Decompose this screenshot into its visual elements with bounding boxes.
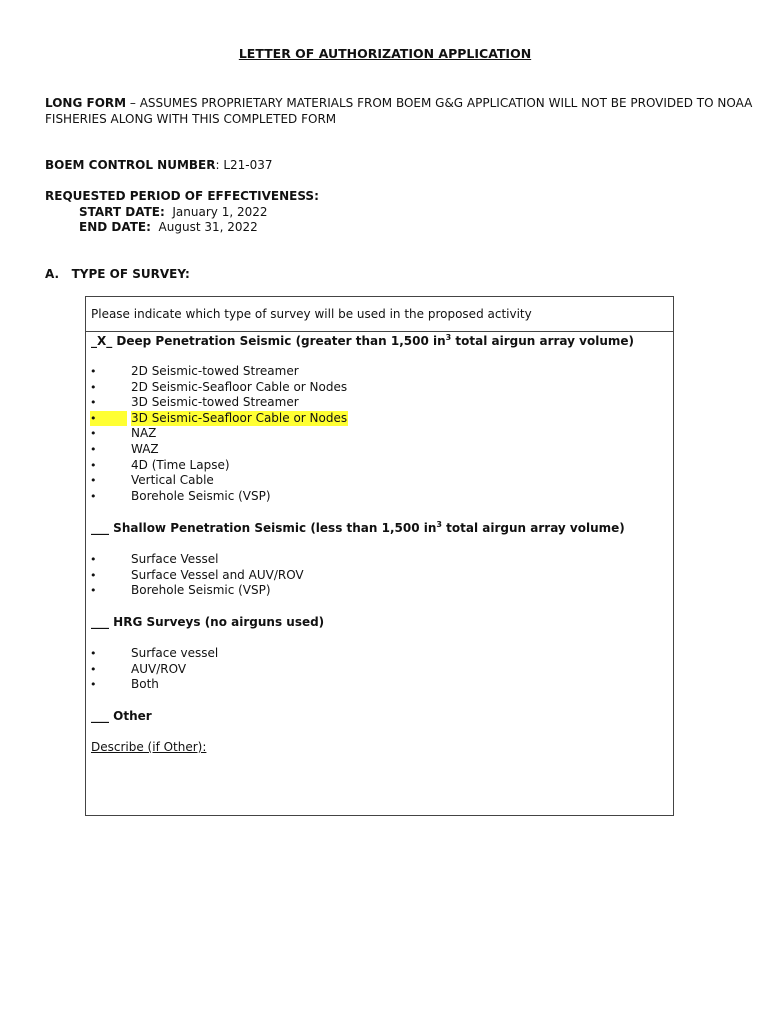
bullet-icon: • bbox=[90, 411, 127, 427]
list-item-label: 3D Seismic-towed Streamer bbox=[131, 395, 299, 410]
control-number-value: : L21-037 bbox=[215, 158, 273, 172]
list-item-label: Surface vessel bbox=[131, 646, 219, 660]
survey-type-box bbox=[85, 296, 674, 816]
shallow-penetration-option[interactable]: ___ Shallow Penetration Seismic (less than 1,500 $in^3$ total airgun array volume) bbox=[91, 520, 625, 535]
bullet-icon: • bbox=[90, 647, 97, 660]
list-item-label: Both bbox=[131, 677, 159, 692]
end-date-value: August 31, 2022 bbox=[158, 220, 258, 234]
describe-other-label: Describe (if Other): bbox=[91, 740, 207, 754]
list-item-label: AUV/ROV bbox=[131, 661, 187, 676]
bullet-icon: • bbox=[90, 553, 97, 566]
bullet-icon: • bbox=[90, 365, 97, 378]
list-item-label: Vertical Cable bbox=[131, 473, 214, 488]
period-heading: REQUESTED PERIOD OF EFFECTIVENESS: bbox=[45, 189, 319, 203]
start-date bbox=[79, 204, 268, 220]
deep-penetration-option[interactable]: _X_ Deep Penetration Seismic (greater than 1,500 $in^3$ total airgun array volume) bbox=[91, 333, 635, 348]
list-item-label: Surface Vessel bbox=[131, 552, 219, 566]
list-item-label: 2D Seismic-Seafloor Cable or Nodes bbox=[131, 379, 348, 394]
long-form-note bbox=[45, 95, 752, 111]
list-item-label: WAZ bbox=[131, 441, 159, 456]
bullet-icon: • bbox=[90, 662, 97, 676]
end-date bbox=[79, 219, 258, 235]
bullet-icon: • bbox=[90, 678, 97, 692]
bullet-icon: • bbox=[90, 489, 97, 503]
control-number-label: BOEM CONTROL NUMBER bbox=[45, 158, 216, 172]
other-option[interactable]: ___ Other bbox=[91, 709, 152, 723]
long-form-text-line2: FISHERIES ALONG WITH THIS COMPLETED FORM bbox=[45, 112, 337, 126]
list-item-label: 3D Seismic-Seafloor Cable or Nodes bbox=[131, 410, 348, 425]
bullet-icon: • bbox=[90, 427, 97, 441]
bullet-icon: • bbox=[90, 458, 97, 472]
bullet-icon: • bbox=[90, 584, 97, 598]
bullet-icon: • bbox=[90, 568, 97, 582]
bullet-icon: • bbox=[90, 474, 97, 488]
list-item-label: Borehole Seismic (VSP) bbox=[131, 583, 271, 598]
survey-instruction-row bbox=[86, 297, 673, 332]
start-date-value: January 1, 2022 bbox=[172, 205, 268, 219]
end-date-label: END DATE: bbox=[79, 220, 151, 234]
document-title: LETTER OF AUTHORIZATION APPLICATION bbox=[238, 46, 532, 61]
survey-instruction: Please indicate which type of survey will be used in the proposed activity bbox=[91, 307, 532, 321]
long-form-text-line1: – ASSUMES PROPRIETARY MATERIALS FROM BOEM G&G APPLICATION WILL NOT BE PROVIDED TO NOAA bbox=[126, 96, 753, 110]
list-item-label: Borehole Seismic (VSP) bbox=[131, 488, 271, 503]
long-form-label: LONG FORM bbox=[45, 96, 127, 110]
hrg-surveys-option[interactable]: ___ HRG Surveys (no airguns used) bbox=[91, 615, 325, 629]
list-item-label: 4D (Time Lapse) bbox=[131, 457, 230, 472]
section-a-heading: A. TYPE OF SURVEY: bbox=[45, 267, 190, 281]
bullet-icon: • bbox=[90, 442, 97, 456]
list-item-label: NAZ bbox=[131, 426, 157, 441]
list-item-label: Surface Vessel and AUV/ROV bbox=[131, 567, 304, 582]
bullet-icon: • bbox=[90, 396, 97, 410]
bullet-icon: • bbox=[90, 380, 97, 394]
list-item-label: 2D Seismic-towed Streamer bbox=[131, 364, 299, 378]
start-date-label: START DATE: bbox=[79, 205, 165, 219]
control-number bbox=[45, 157, 273, 173]
